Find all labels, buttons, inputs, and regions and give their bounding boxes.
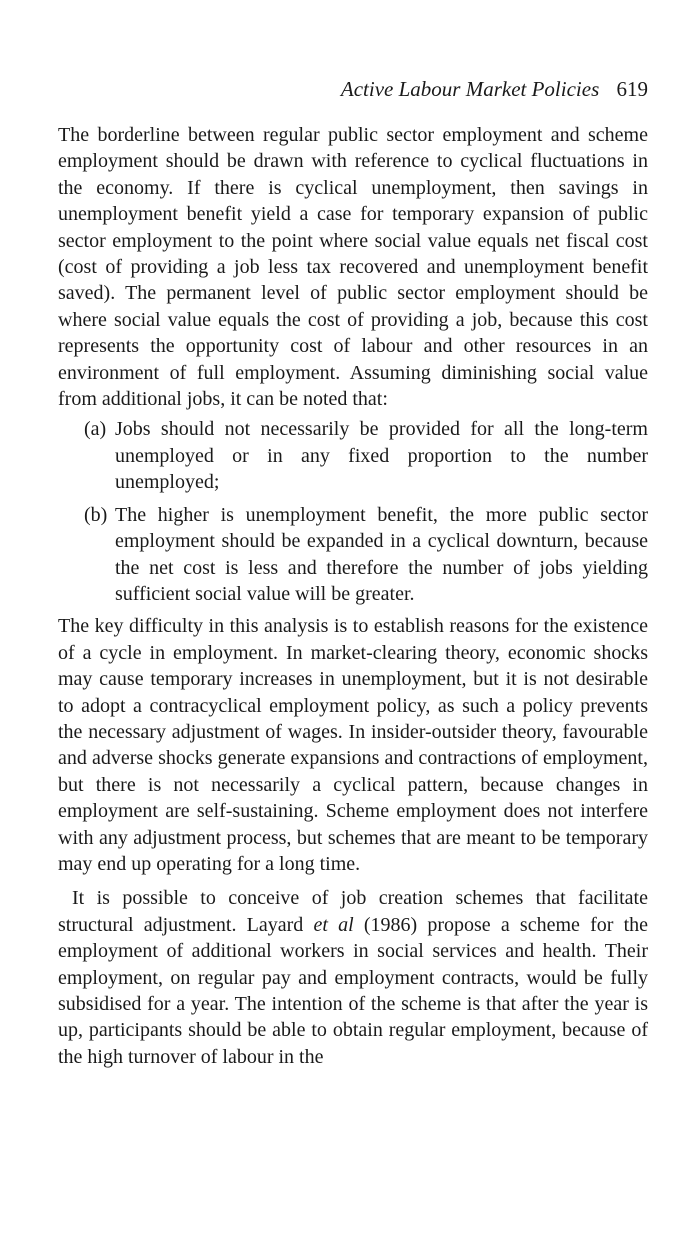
running-title: Active Labour Market Policies [340, 77, 600, 101]
paragraph-3-text-b: (1986) propose a scheme for the employment of additional workers in social services and health. Their employment, on regular pay and employment contracts, would be fully subsidised for a year. The intention of the scheme is that after the year is up, participants should be able to obtain regular employment, because of the high turnover of labour in the [58, 913, 649, 1068]
list-label: (b) [84, 503, 108, 526]
list-item-a [58, 416, 648, 495]
list-text: Jobs should not necessarily be provided for all the long-term unemployed or in any fixed proportion to the number unemployed; [115, 418, 648, 494]
paragraph-1: The borderline between regular public sector employment and scheme employment should be drawn with reference to cyclical fluctuations in the economy. If there is cyclical unemployment, then savings in unemployment benefit yield a case for temporary expansion of public sector employment to the point where social value equals net fiscal cost (cost of providing a job less tax recovered and unemployment benefit saved). The permanent level of public sector employment should be where social value equals the cost of providing a job, because this cost represents the opportunity cost of labour and other resources in an environment of full employment. Assuming diminishing social value from additional jobs, it can be noted that: [58, 124, 648, 411]
list-text: The higher is unemployment benefit, the more public sector employment should be expanded in a cyclical downturn, because the net cost is less and therefore the number of jobs yielding sufficient social value will be greater. [115, 503, 648, 605]
citation-et-al: et al [313, 913, 354, 936]
page-number: 619 [616, 77, 648, 101]
body-text [58, 122, 648, 1070]
paragraph-2: The key difficulty in this analysis is to establish reasons for the existence of a cycle in employment. In market-clearing theory, economic shocks may cause temporary increases in unemployment, but it is not desirable to adopt a contracyclical employment policy, as such a policy prevents the necessary adjustment of wages. In insider-outsider theory, favourable and adverse shocks generate expansions and contractions of employment, but there is not necessarily a cyclical pattern, because changes in employment are self-sustaining. Scheme employment does not interfere with any adjustment process, but schemes that are meant to be temporary may end up operating for a long time. [58, 615, 648, 875]
enumerated-list [58, 416, 648, 607]
list-label: (a) [84, 418, 107, 441]
paragraph-3-text-a: It is possible to conceive of job creation schemes that facilitate structural adjustment. Layard [58, 887, 648, 936]
list-item-b [58, 502, 648, 608]
paragraph-3 [58, 885, 648, 1070]
running-header [341, 76, 648, 102]
